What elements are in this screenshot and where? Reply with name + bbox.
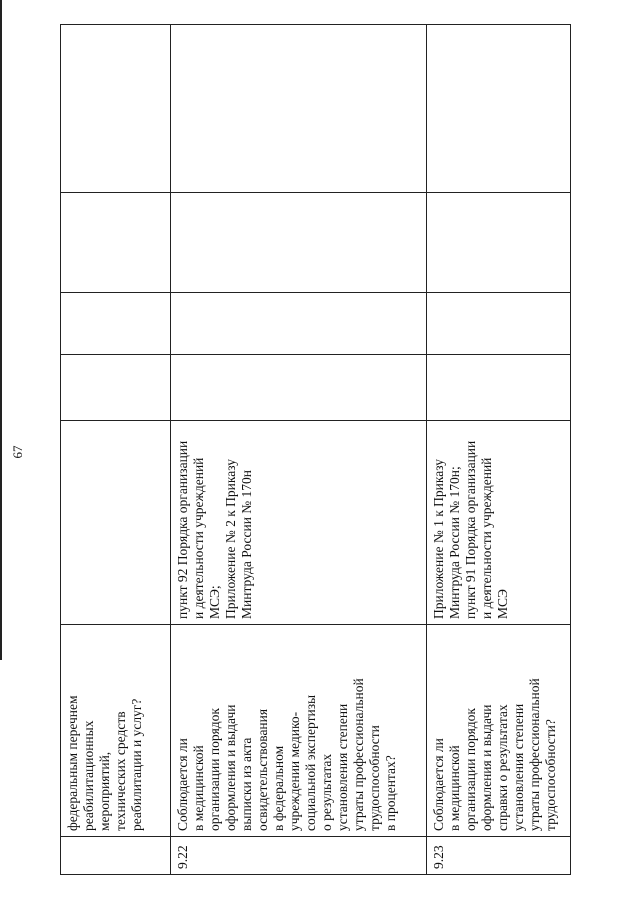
scan-edge xyxy=(0,0,2,660)
page-number: 67 xyxy=(10,445,25,459)
empty-cell xyxy=(171,193,427,293)
question-cell: федеральным перечнем реабилитационных мероприятий, технических средств реабилитации и услуг? xyxy=(61,625,171,837)
reference-cell xyxy=(61,421,171,625)
row-number: 9.22 xyxy=(171,837,427,875)
checklist-table xyxy=(60,24,571,875)
rotated-page xyxy=(60,25,570,875)
empty-cell xyxy=(171,25,427,193)
empty-cell xyxy=(61,25,171,193)
empty-cell xyxy=(61,193,171,293)
reference-cell: Приложение № 1 к Приказу Минтруда России № 170н; пункт 91 Порядка организации и деятельности учреждений МСЭ xyxy=(427,421,571,625)
table-row xyxy=(61,25,171,875)
question-cell: Соблюдается ли в медицинской организации порядок оформления и выдачи выписки из акта освидетельствования в федеральном учреждении медико- социальной экспертизы о результатах установления степени утраты профессиональной трудоспособности в процентах? xyxy=(171,625,427,837)
table-row xyxy=(427,25,571,875)
empty-cell xyxy=(171,293,427,355)
empty-cell xyxy=(171,355,427,421)
empty-cell xyxy=(427,25,571,193)
table-row xyxy=(171,25,427,875)
row-number xyxy=(61,837,171,875)
question-cell: Соблюдается ли в медицинской организации порядок оформления и выдачи справки о результатах установления степени утраты профессиональной трудоспособности? xyxy=(427,625,571,837)
reference-cell: пункт 92 Порядка организации и деятельности учреждений МСЭ; Приложение № 2 к Приказу Минтруда России № 170н xyxy=(171,421,427,625)
empty-cell xyxy=(427,355,571,421)
row-number: 9.23 xyxy=(427,837,571,875)
empty-cell xyxy=(427,193,571,293)
empty-cell xyxy=(61,293,171,355)
empty-cell xyxy=(427,293,571,355)
empty-cell xyxy=(61,355,171,421)
